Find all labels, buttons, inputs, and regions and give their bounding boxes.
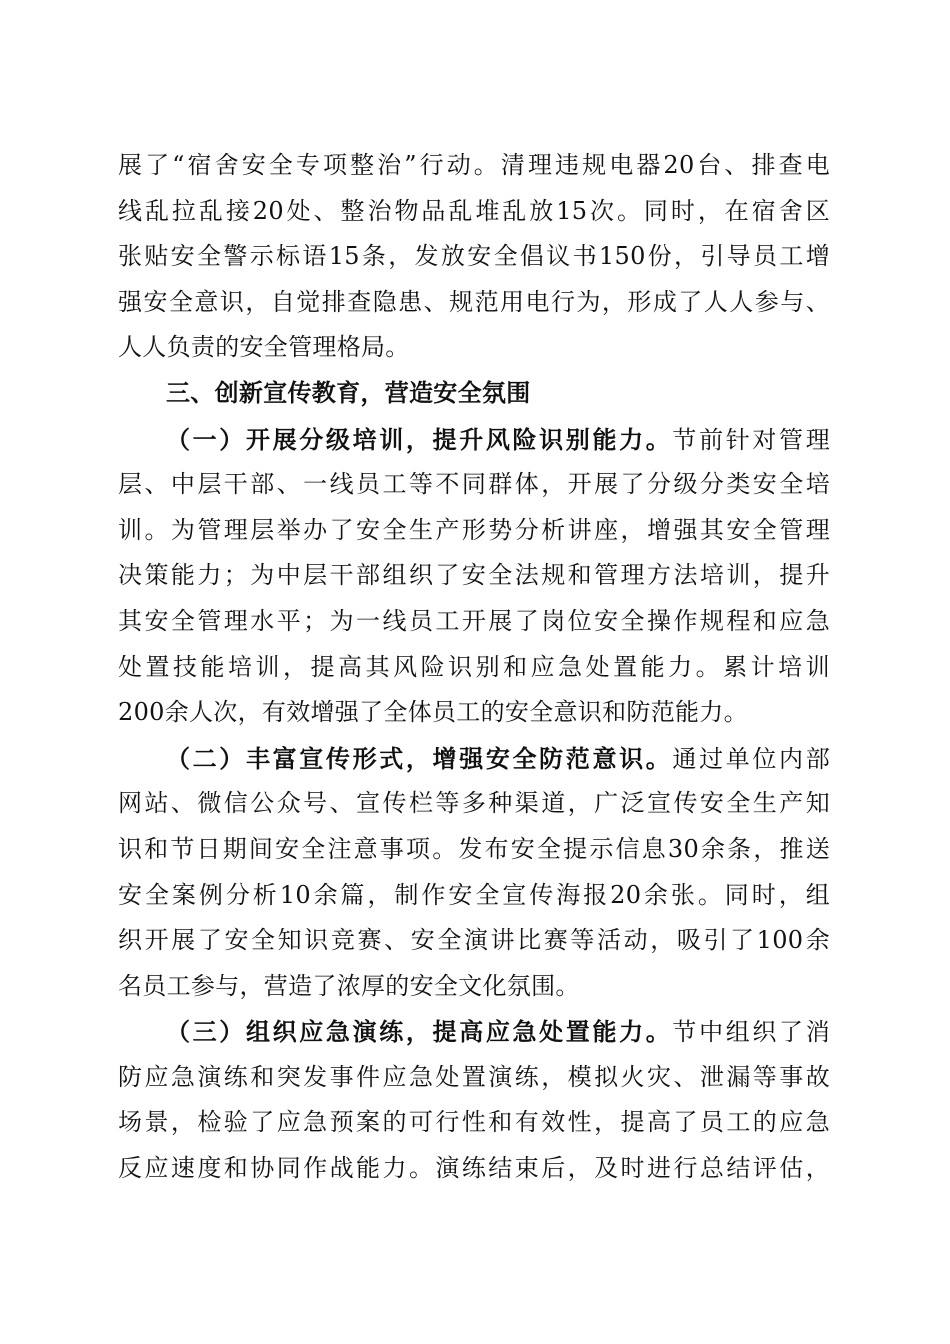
- paragraph-line: 200余人次，有效增强了全体员工的安全意识和防范能力。: [118, 698, 748, 727]
- paragraph-line: 线乱拉乱接20处、整治物品乱堆乱放15次。同时，在宿舍区: [118, 196, 830, 225]
- section-heading: 三、创新宣传教育，营造安全氛围: [166, 378, 531, 407]
- paragraph-line: 层、中层干部、一线员工等不同群体，开展了分级分类安全培: [118, 470, 830, 499]
- paragraph-line: 训。为管理层举办了安全生产形势分析讲座，增强其安全管理: [118, 515, 830, 544]
- subsection-first-line: [118, 1009, 830, 1055]
- paragraph-line: 决策能力；为中层干部组织了安全法规和管理方法培训，提升: [118, 561, 830, 590]
- subsection-first-line-rest: 节中组织了消: [672, 1018, 830, 1047]
- paragraph-line: 安全案例分析10余篇，制作安全宣传海报20余张。同时，组: [118, 880, 830, 909]
- subsection-graded-training: [118, 417, 830, 736]
- paragraph-line: 处置技能培训，提高其风险识别和应急处置能力。累计培训: [118, 652, 830, 681]
- paragraph-line: 名员工参与，营造了浓厚的安全文化氛围。: [118, 971, 580, 1000]
- subsection-lead: （三）组织应急演练，提高应急处置能力。: [166, 1017, 673, 1047]
- subsection-lead: （二）丰富宣传形式，增强安全防范意识。: [166, 743, 673, 773]
- paragraph-line: 人人负责的安全管理格局。: [118, 333, 410, 362]
- paragraph-line: 张贴安全警示标语15条，发放安全倡议书150份，引导员工增: [118, 242, 830, 271]
- paragraph-line: 强安全意识，自觉排查隐患、规范用电行为，形成了人人参与、: [118, 287, 830, 316]
- subsection-first-line-rest: 通过单位内部: [672, 744, 830, 773]
- paragraph-line: 展了“宿舍安全专项整治”行动。清理违规电器20台、排查电: [118, 151, 830, 179]
- subsection-publicity-forms: [118, 736, 830, 1010]
- subsection-lead: （一）开展分级培训，提升风险识别能力。: [166, 424, 673, 454]
- paragraph-line: 网站、微信公众号、宣传栏等多种渠道，广泛宣传安全生产知: [118, 789, 830, 818]
- subsection-first-line: [118, 736, 830, 782]
- subsection-emergency-drills: [118, 1009, 830, 1191]
- subsection-first-line: [118, 417, 830, 463]
- paragraph-line: 反应速度和协同作战能力。演练结束后，及时进行总结评估，: [118, 1154, 830, 1183]
- paragraph-line: 织开展了安全知识竞赛、安全演讲比赛等活动，吸引了100余: [118, 926, 830, 955]
- paragraph-line: 识和节日期间安全注意事项。发布安全提示信息30余条，推送: [118, 834, 830, 863]
- paragraph-line: 防应急演练和突发事件应急处置演练，模拟火灾、泄漏等事故: [118, 1062, 830, 1091]
- paragraph-line: 场景，检验了应急预案的可行性和有效性，提高了员工的应急: [118, 1108, 830, 1137]
- document-body: [118, 143, 830, 1192]
- paragraph-line: 其安全管理水平；为一线员工开展了岗位安全操作规程和应急: [118, 606, 830, 635]
- subsection-first-line-rest: 节前针对管理: [672, 425, 830, 454]
- paragraph-dormitory-safety: [118, 143, 830, 371]
